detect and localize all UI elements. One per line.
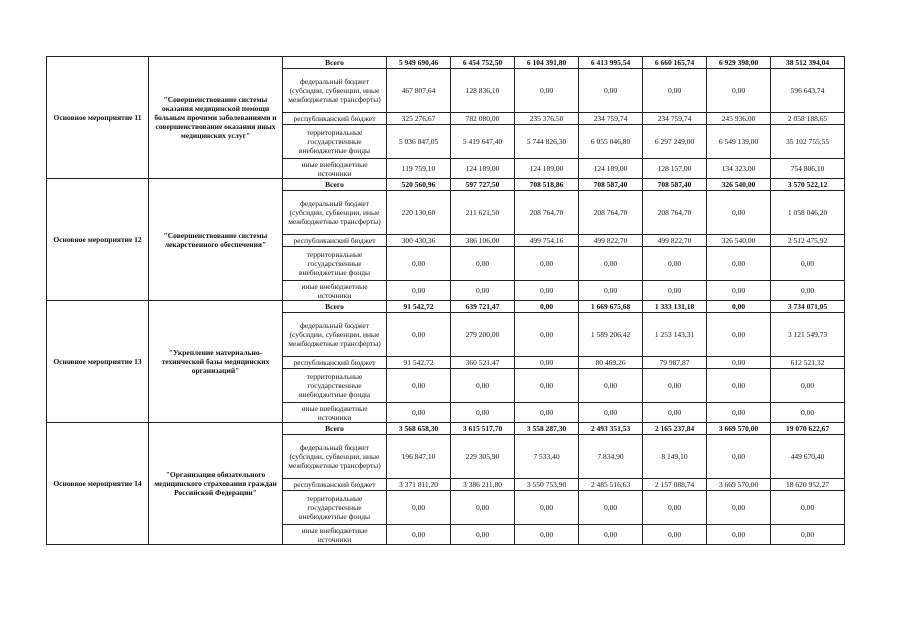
- amount-cell: 80 469,26: [579, 357, 643, 369]
- amount-cell: 499 754,16: [515, 235, 579, 247]
- amount-cell: 3 669 570,00: [707, 423, 771, 435]
- row-sum-cell: 18 620 952,27: [771, 479, 845, 491]
- amount-cell: 0,00: [579, 369, 643, 403]
- amount-cell: 0,00: [579, 525, 643, 545]
- amount-cell: 708 518,86: [515, 179, 579, 191]
- amount-cell: 0,00: [643, 369, 707, 403]
- amount-cell: 2 165 237,84: [643, 423, 707, 435]
- amount-cell: 0,00: [707, 191, 771, 235]
- row-sum-cell: 612 521,32: [771, 357, 845, 369]
- event-name-cell: Основное мероприятие 12: [47, 179, 149, 301]
- amount-cell: 234 759,74: [643, 113, 707, 125]
- amount-cell: 6 660 165,74: [643, 57, 707, 69]
- amount-cell: 0,00: [579, 247, 643, 281]
- amount-cell: 0,00: [387, 369, 451, 403]
- amount-cell: 0,00: [387, 313, 451, 357]
- amount-cell: 3 669 570,00: [707, 479, 771, 491]
- amount-cell: 2 485 516,63: [579, 479, 643, 491]
- amount-cell: 196 847,10: [387, 435, 451, 479]
- amount-cell: 782 080,00: [451, 113, 515, 125]
- funding-source-cell: Всего: [283, 423, 387, 435]
- amount-cell: 0,00: [643, 281, 707, 301]
- amount-cell: 0,00: [707, 301, 771, 313]
- amount-cell: 79 987,87: [643, 357, 707, 369]
- funding-source-cell: территориальные государственные внебюджетные фонды: [283, 491, 387, 525]
- amount-cell: 0,00: [579, 281, 643, 301]
- row-sum-cell: 2 058 188,65: [771, 113, 845, 125]
- amount-cell: 5 949 690,46: [387, 57, 451, 69]
- row-sum-cell: 754 806,10: [771, 159, 845, 179]
- amount-cell: 0,00: [451, 525, 515, 545]
- amount-cell: 0,00: [515, 281, 579, 301]
- amount-cell: 2 157 088,74: [643, 479, 707, 491]
- amount-cell: 208 764,70: [643, 191, 707, 235]
- funding-source-cell: иные внебюджетные источники: [283, 525, 387, 545]
- amount-cell: 0,00: [707, 403, 771, 423]
- row-sum-cell: 0,00: [771, 247, 845, 281]
- amount-cell: 360 521,47: [451, 357, 515, 369]
- funding-source-cell: территориальные государственные внебюджетные фонды: [283, 247, 387, 281]
- amount-cell: 3 371 811,20: [387, 479, 451, 491]
- amount-cell: 134 323,00: [707, 159, 771, 179]
- funding-source-cell: федеральный бюджет (субсидии, субвенции, иные межбюджетные трансферты): [283, 435, 387, 479]
- amount-cell: 6 454 752,50: [451, 57, 515, 69]
- amount-cell: 1 669 675,68: [579, 301, 643, 313]
- event-name-cell: Основное мероприятие 11: [47, 57, 149, 179]
- amount-cell: 0,00: [387, 491, 451, 525]
- amount-cell: 0,00: [451, 369, 515, 403]
- amount-cell: 2 493 351,53: [579, 423, 643, 435]
- funding-source-cell: республиканский бюджет: [283, 235, 387, 247]
- amount-cell: 6 413 995,54: [579, 57, 643, 69]
- amount-cell: 300 430,36: [387, 235, 451, 247]
- row-sum-cell: 3 734 071,05: [771, 301, 845, 313]
- funding-source-cell: Всего: [283, 301, 387, 313]
- amount-cell: 7 834,90: [579, 435, 643, 479]
- amount-cell: 0,00: [515, 313, 579, 357]
- program-description-cell: "Организация обязательного медицинского страхования граждан Российской Федерации": [149, 423, 283, 545]
- amount-cell: 326 540,00: [707, 179, 771, 191]
- amount-cell: 0,00: [515, 69, 579, 113]
- amount-cell: 386 106,00: [451, 235, 515, 247]
- amount-cell: 5 036 847,05: [387, 125, 451, 159]
- amount-cell: 1 253 143,31: [643, 313, 707, 357]
- amount-cell: 208 764,70: [515, 191, 579, 235]
- amount-cell: 0,00: [515, 369, 579, 403]
- amount-cell: 0,00: [515, 525, 579, 545]
- total-row: [47, 179, 845, 191]
- amount-cell: 7 533,40: [515, 435, 579, 479]
- amount-cell: 0,00: [707, 281, 771, 301]
- amount-cell: 0,00: [451, 403, 515, 423]
- amount-cell: 6 297 249,00: [643, 125, 707, 159]
- amount-cell: 708 587,40: [579, 179, 643, 191]
- amount-cell: 5 744 826,30: [515, 125, 579, 159]
- amount-cell: 0,00: [387, 403, 451, 423]
- total-row: [47, 423, 845, 435]
- amount-cell: 3 615 517,70: [451, 423, 515, 435]
- amount-cell: 0,00: [707, 313, 771, 357]
- amount-cell: 0,00: [643, 403, 707, 423]
- amount-cell: 229 305,90: [451, 435, 515, 479]
- amount-cell: 279 200,00: [451, 313, 515, 357]
- amount-cell: 0,00: [387, 525, 451, 545]
- amount-cell: 6 055 046,80: [579, 125, 643, 159]
- amount-cell: 0,00: [707, 525, 771, 545]
- amount-cell: 708 587,40: [643, 179, 707, 191]
- row-sum-cell: 2 512 475,92: [771, 235, 845, 247]
- amount-cell: 0,00: [707, 369, 771, 403]
- row-sum-cell: 0,00: [771, 369, 845, 403]
- funding-source-cell: иные внебюджетные источники: [283, 281, 387, 301]
- row-sum-cell: 0,00: [771, 403, 845, 423]
- amount-cell: 128 157,00: [643, 159, 707, 179]
- amount-cell: 124 189,00: [515, 159, 579, 179]
- amount-cell: 0,00: [451, 247, 515, 281]
- total-row: [47, 57, 845, 69]
- amount-cell: 3 558 287,30: [515, 423, 579, 435]
- program-description-cell: "Совершенствование системы лекарственного обеспечения": [149, 179, 283, 301]
- amount-cell: 3 386 211,80: [451, 479, 515, 491]
- amount-cell: 499 822,70: [643, 235, 707, 247]
- funding-source-cell: федеральный бюджет (субсидии, субвенции, иные межбюджетные трансферты): [283, 313, 387, 357]
- amount-cell: 128 836,10: [451, 69, 515, 113]
- row-sum-cell: 0,00: [771, 281, 845, 301]
- amount-cell: 0,00: [387, 247, 451, 281]
- amount-cell: 119 759,10: [387, 159, 451, 179]
- amount-cell: 1 589 206,42: [579, 313, 643, 357]
- amount-cell: 499 822,70: [579, 235, 643, 247]
- amount-cell: 0,00: [515, 357, 579, 369]
- event-name-cell: Основное мероприятие 13: [47, 301, 149, 423]
- amount-cell: 0,00: [707, 357, 771, 369]
- row-sum-cell: 19 070 622,67: [771, 423, 845, 435]
- row-sum-cell: 35 102 755,55: [771, 125, 845, 159]
- amount-cell: 211 621,50: [451, 191, 515, 235]
- amount-cell: 0,00: [643, 247, 707, 281]
- row-sum-cell: 3 121 549,73: [771, 313, 845, 357]
- amount-cell: 0,00: [579, 69, 643, 113]
- amount-cell: 0,00: [515, 403, 579, 423]
- funding-source-cell: республиканский бюджет: [283, 357, 387, 369]
- row-sum-cell: 596 643,74: [771, 69, 845, 113]
- amount-cell: 124 189,00: [579, 159, 643, 179]
- amount-cell: 124 189,00: [451, 159, 515, 179]
- amount-cell: 326 540,00: [707, 235, 771, 247]
- amount-cell: 0,00: [579, 403, 643, 423]
- total-row: [47, 301, 845, 313]
- amount-cell: 234 759,74: [579, 113, 643, 125]
- row-sum-cell: 0,00: [771, 525, 845, 545]
- funding-table: [46, 56, 845, 545]
- amount-cell: 639 721,47: [451, 301, 515, 313]
- funding-source-cell: федеральный бюджет (субсидии, субвенции, иные межбюджетные трансферты): [283, 69, 387, 113]
- amount-cell: 6 549 139,00: [707, 125, 771, 159]
- amount-cell: 91 542,72: [387, 301, 451, 313]
- amount-cell: 0,00: [451, 491, 515, 525]
- amount-cell: 5 419 647,40: [451, 125, 515, 159]
- amount-cell: 0,00: [515, 301, 579, 313]
- funding-source-cell: территориальные государственные внебюджетные фонды: [283, 369, 387, 403]
- amount-cell: 6 929 398,00: [707, 57, 771, 69]
- amount-cell: 0,00: [707, 491, 771, 525]
- funding-source-cell: иные внебюджетные источники: [283, 159, 387, 179]
- funding-source-cell: иные внебюджетные источники: [283, 403, 387, 423]
- funding-source-cell: республиканский бюджет: [283, 113, 387, 125]
- amount-cell: 597 727,50: [451, 179, 515, 191]
- funding-source-cell: территориальные государственные внебюджетные фонды: [283, 125, 387, 159]
- amount-cell: 0,00: [515, 491, 579, 525]
- amount-cell: 467 807,64: [387, 69, 451, 113]
- amount-cell: 91 542,72: [387, 357, 451, 369]
- amount-cell: 0,00: [707, 435, 771, 479]
- amount-cell: 520 560,96: [387, 179, 451, 191]
- amount-cell: 0,00: [643, 491, 707, 525]
- funding-source-cell: федеральный бюджет (субсидии, субвенции, иные межбюджетные трансферты): [283, 191, 387, 235]
- amount-cell: 0,00: [707, 247, 771, 281]
- amount-cell: 245 936,00: [707, 113, 771, 125]
- amount-cell: 235 376,50: [515, 113, 579, 125]
- funding-table-body: [47, 57, 845, 545]
- row-sum-cell: 0,00: [771, 491, 845, 525]
- amount-cell: 0,00: [451, 281, 515, 301]
- amount-cell: 0,00: [707, 69, 771, 113]
- program-description-cell: "Укрепление материально-технической базы медицинских организаций": [149, 301, 283, 423]
- amount-cell: 0,00: [579, 491, 643, 525]
- amount-cell: 0,00: [643, 525, 707, 545]
- funding-source-cell: Всего: [283, 179, 387, 191]
- amount-cell: 0,00: [387, 281, 451, 301]
- event-name-cell: Основное мероприятие 14: [47, 423, 149, 545]
- row-sum-cell: 1 058 046,20: [771, 191, 845, 235]
- amount-cell: 325 276,67: [387, 113, 451, 125]
- amount-cell: 220 130,60: [387, 191, 451, 235]
- amount-cell: 0,00: [515, 247, 579, 281]
- amount-cell: 1 333 131,18: [643, 301, 707, 313]
- row-sum-cell: 38 512 394,04: [771, 57, 845, 69]
- amount-cell: 3 568 658,30: [387, 423, 451, 435]
- amount-cell: 0,00: [643, 69, 707, 113]
- program-description-cell: "Совершенствование системы оказания медицинской помощи больным прочими заболеваниями и совершенствование оказания иных медицинских услуг": [149, 57, 283, 179]
- amount-cell: 208 764,70: [579, 191, 643, 235]
- funding-source-cell: республиканский бюджет: [283, 479, 387, 491]
- amount-cell: 6 104 391,80: [515, 57, 579, 69]
- row-sum-cell: 449 670,40: [771, 435, 845, 479]
- amount-cell: 8 149,10: [643, 435, 707, 479]
- row-sum-cell: 3 570 522,12: [771, 179, 845, 191]
- funding-source-cell: Всего: [283, 57, 387, 69]
- amount-cell: 3 550 753,90: [515, 479, 579, 491]
